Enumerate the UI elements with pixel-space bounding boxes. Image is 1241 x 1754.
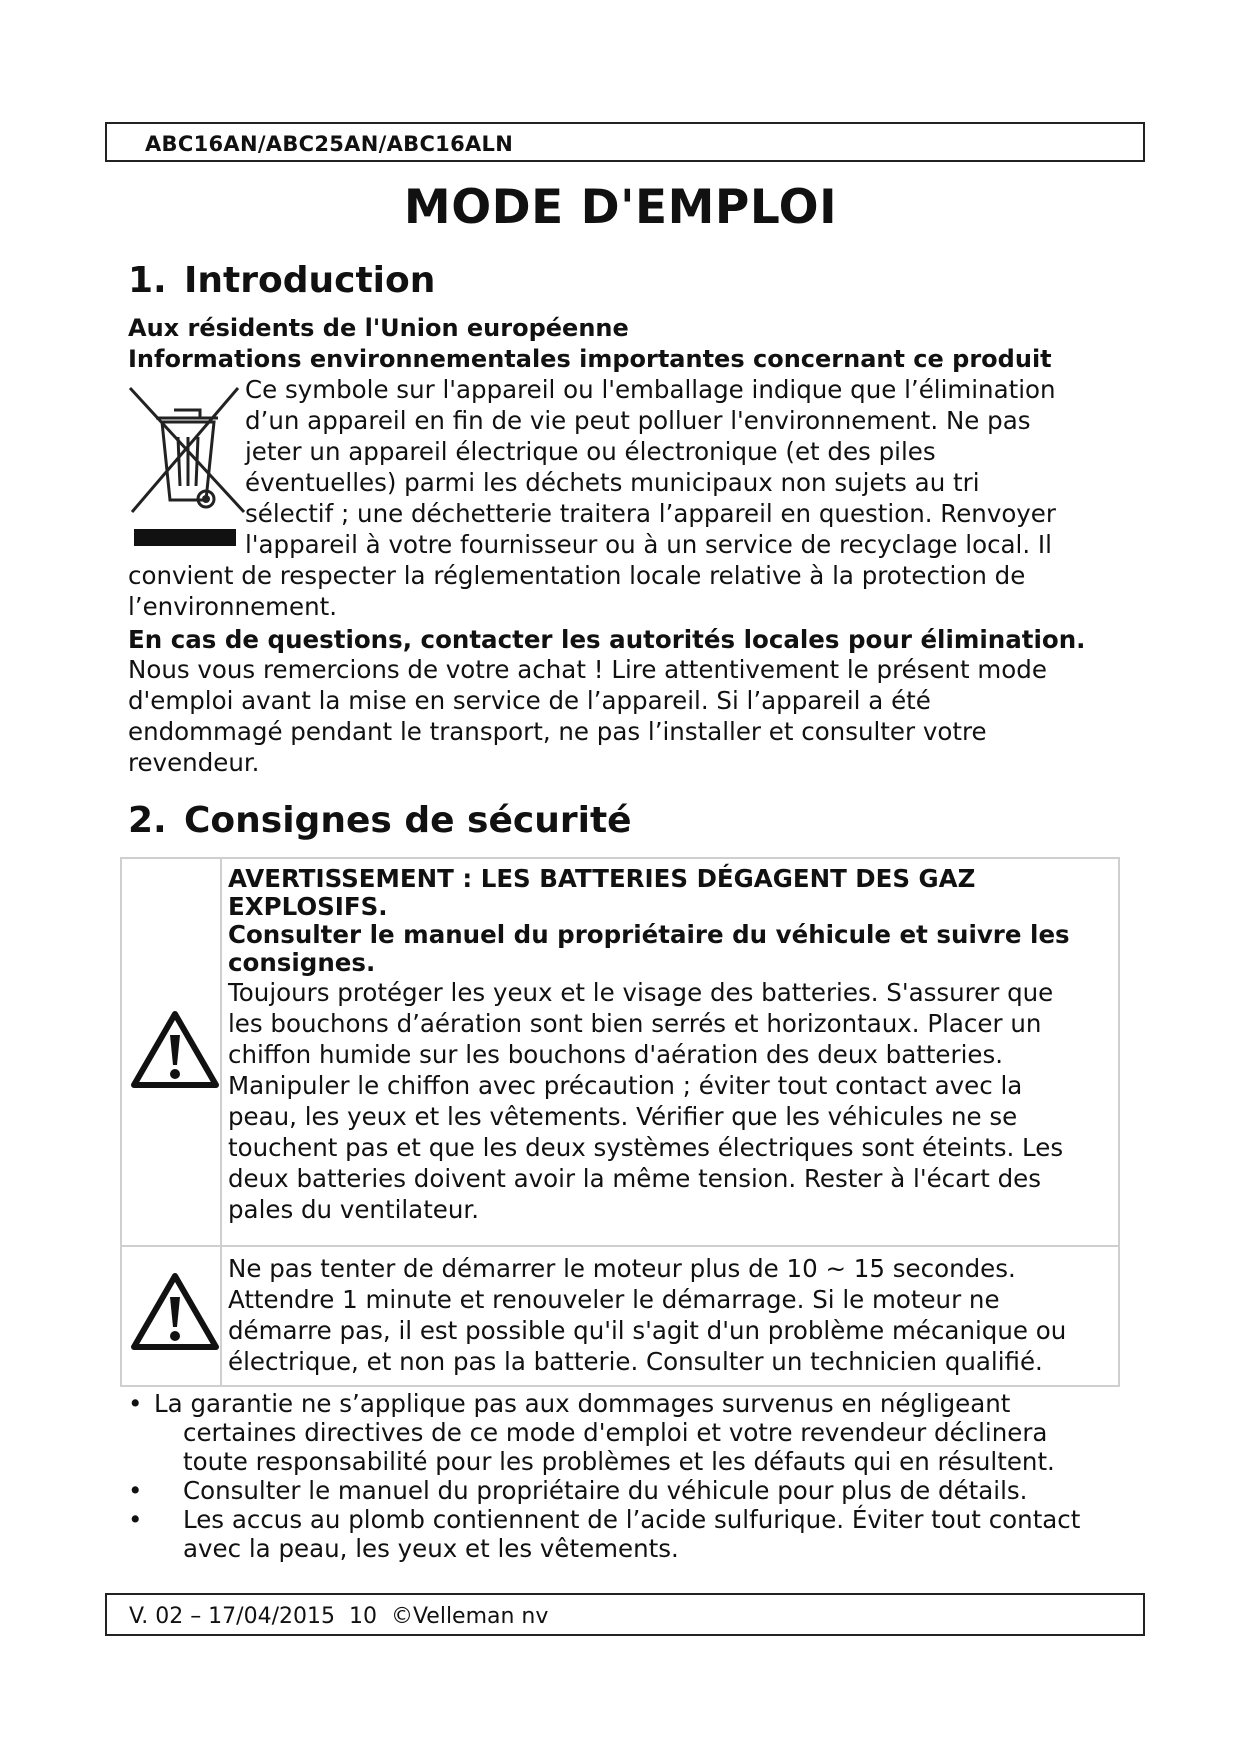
text-line: convient de respecter la réglementation locale relative à la protection de xyxy=(128,561,1026,590)
text-line: d’un appareil en fin de vie peut polluer l'environnement. Ne pas xyxy=(245,406,1031,435)
text-line: La garantie ne s’applique pas aux dommages survenus en négligeant xyxy=(154,1389,1011,1418)
text-line: certaines directives de ce mode d'emploi et votre revendeur déclinera xyxy=(183,1418,1048,1447)
text-line: chiffon humide sur les bouchons d'aération des deux batteries. xyxy=(228,1040,1004,1069)
section-1-title: Introduction xyxy=(184,260,436,301)
header-box xyxy=(105,122,1145,162)
text-line: l’environnement. xyxy=(128,592,338,621)
warning-1-text xyxy=(228,865,1070,1225)
thanks-paragraph xyxy=(128,654,1047,778)
text-line: Ne pas tenter de démarrer le moteur plus de 10 ~ 15 secondes. xyxy=(228,1254,1016,1283)
list-item: • Les accus au plomb contiennent de l’acide sulfurique. Éviter tout contact avec la peau, les yeux et les vêtements. xyxy=(128,1505,1081,1563)
warning-triangle-icon xyxy=(130,1271,220,1351)
text-line: avec la peau, les yeux et les vêtements. xyxy=(183,1534,679,1563)
text-line: l'appareil à votre fournisseur ou à un service de recyclage local. Il xyxy=(245,530,1052,559)
text-line: Consulter le manuel du propriétaire du véhicule pour plus de détails. xyxy=(183,1476,1028,1505)
text-line: endommagé pendant le transport, ne pas l’installer et consulter votre xyxy=(128,717,987,746)
text-line: pales du ventilateur. xyxy=(228,1195,480,1224)
text-line: Les accus au plomb contiennent de l’acide sulfurique. Éviter tout contact xyxy=(183,1505,1081,1534)
warning-bold-line: EXPLOSIFS. xyxy=(228,892,388,921)
text-line: les bouchons d’aération sont bien serrés et horizontaux. Placer un xyxy=(228,1009,1042,1038)
text-line: deux batteries doivent avoir la même tension. Rester à l'écart des xyxy=(228,1164,1042,1193)
table-divider xyxy=(122,1245,1118,1247)
text-line: Manipuler le chiffon avec précaution ; éviter tout contact avec la xyxy=(228,1071,1023,1100)
section-1-heading xyxy=(128,260,435,301)
weee-paragraph xyxy=(245,374,1056,560)
text-line: électrique, et non pas la batterie. Consulter un technicien qualifié. xyxy=(228,1347,1043,1376)
text-line: Toujours protéger les yeux et le visage des batteries. S'assurer que xyxy=(228,978,1054,1007)
text-line: Ce symbole sur l'appareil ou l'emballage indique que l’élimination xyxy=(245,375,1056,404)
text-line: peau, les yeux et les vêtements. Vérifier que les véhicules ne se xyxy=(228,1102,1018,1131)
text-line: jeter un appareil électrique ou électronique (et des piles xyxy=(245,437,936,466)
questions-notice: En cas de questions, contacter les autorités locales pour élimination. xyxy=(128,625,1086,654)
section-1-number: 1. xyxy=(128,260,167,301)
warning-bold-line: Consulter le manuel du propriétaire du véhicule et suivre les xyxy=(228,920,1070,949)
text-line: d'emploi avant la mise en service de l’appareil. Si l’appareil a été xyxy=(128,686,931,715)
safety-bullet-list xyxy=(128,1389,1080,1563)
table-divider xyxy=(220,859,222,1385)
warning-bold-line: consignes. xyxy=(228,948,376,977)
text-line: Attendre 1 minute et renouveler le démarrage. Si le moteur ne xyxy=(228,1285,1000,1314)
text-line: touchent pas et que les deux systèmes électriques sont éteints. Les xyxy=(228,1133,1064,1162)
page-title: MODE D'EMPLOI xyxy=(403,180,838,235)
list-item: • Consulter le manuel du propriétaire du véhicule pour plus de détails. xyxy=(128,1476,1080,1505)
footer-text: V. 02 – 17/04/2015 10 ©Velleman nv xyxy=(129,1604,549,1629)
weee-crossed-bin-icon xyxy=(126,382,246,552)
eu-residents-subheading: Aux résidents de l'Union européenne xyxy=(128,314,629,342)
text-line: sélectif ; une déchetterie traitera l’appareil en question. Renvoyer xyxy=(245,499,1056,528)
safety-warnings-table xyxy=(120,857,1120,1387)
section-2-number: 2. xyxy=(128,800,167,841)
weee-paragraph-tail xyxy=(128,560,1025,622)
text-line: démarre pas, il est possible qu'il s'agit d'un problème mécanique ou xyxy=(228,1316,1067,1345)
section-2-title: Consignes de sécurité xyxy=(184,800,632,841)
list-item: • La garantie ne s’applique pas aux dommages survenus en négligeant certaines directives de ce mode d'emploi et votre revendeur déclinera toute responsabilité pour les problèmes et les défauts qui en résultent. xyxy=(128,1389,1080,1476)
text-line: toute responsabilité pour les problèmes et les défauts qui en résultent. xyxy=(183,1447,1055,1476)
section-2-heading xyxy=(128,800,632,841)
environment-subheading: Informations environnementales importantes concernant ce produit xyxy=(128,345,1052,373)
text-line: Nous vous remercions de votre achat ! Lire attentivement le présent mode xyxy=(128,655,1047,684)
warning-2-text xyxy=(228,1253,1066,1377)
warning-bold-line: AVERTISSEMENT : LES BATTERIES DÉGAGENT DES GAZ xyxy=(228,864,976,893)
text-line: revendeur. xyxy=(128,748,260,777)
footer-box xyxy=(105,1593,1145,1636)
model-header: ABC16AN/ABC25AN/ABC16ALN xyxy=(145,132,514,156)
text-line: éventuelles) parmi les déchets municipaux non sujets au tri xyxy=(245,468,980,497)
warning-triangle-icon xyxy=(130,1009,220,1089)
